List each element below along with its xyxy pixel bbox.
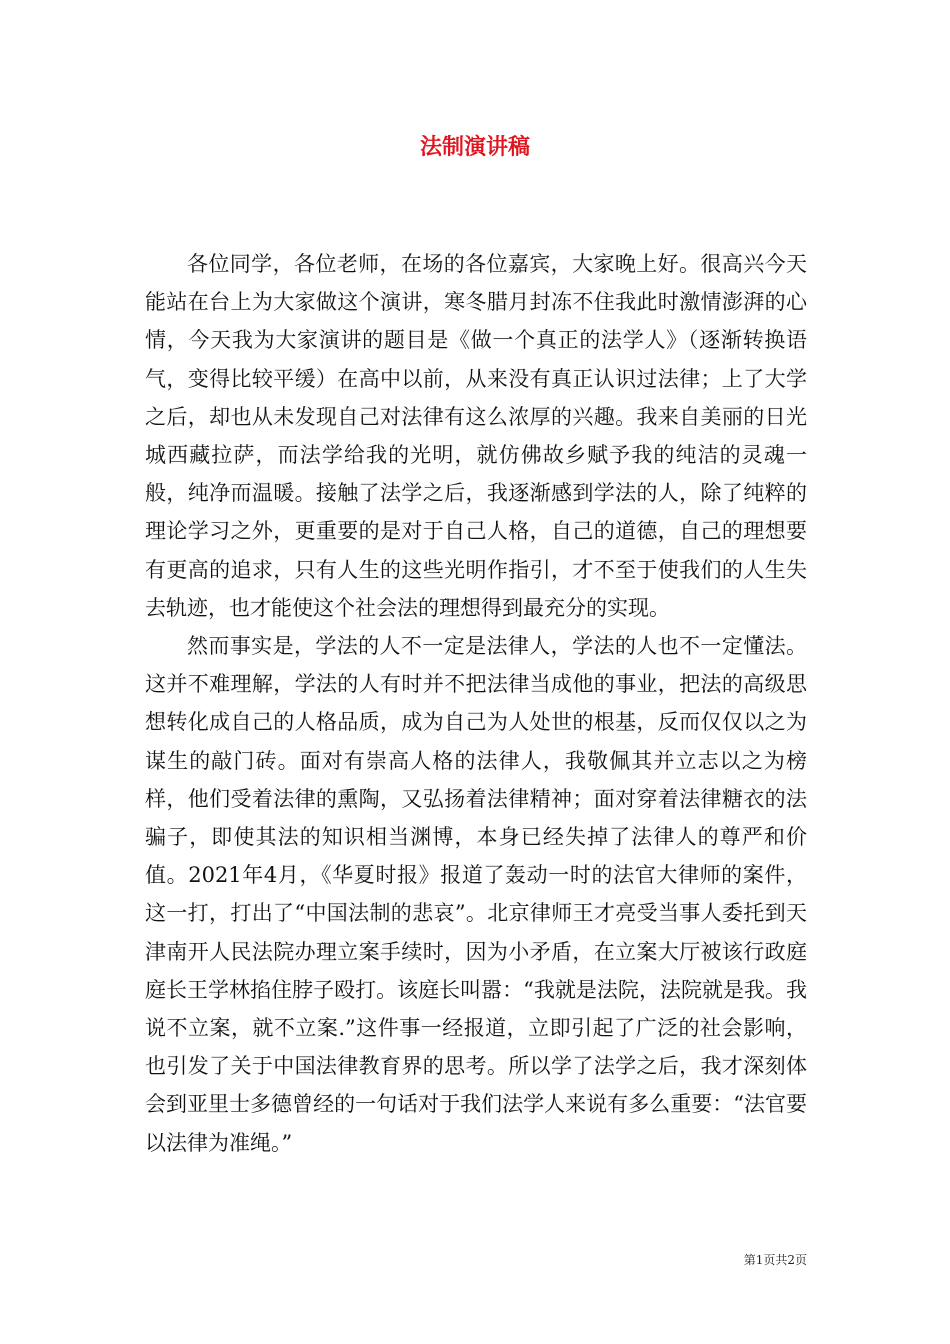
page-number-footer: 第1页共2页 — [743, 1253, 807, 1267]
paragraph-2: 然而事实是，学法的人不一定是法律人，学法的人也不一定懂法。这并不难理解，学法的人有时并不把法律当成他的事业，把法的高级思想转化成自己的人格品质，成为自己为人处世的根基，反而仅仅以之为谋生的敲门砖。面对有崇高人格的法律人，我敬佩其并立志以之为榜样，他们受着法律的熏陶，又弘扬着法律精神；面对穿着法律糖衣的法骗子，即使其法的知识相当渊博，本身已经失掉了法律人的尊严和价值。2021年4月，《华夏时报》报道了轰动一时的法官大律师的案件，这一打，打出了“中国法制的悲哀”。北京律师王才亮受当事人委托到天津南开人民法院办理立案手续时，因为小矛盾，在立案大厅被该行政庭庭长王学林掐住脖子殴打。该庭长叫嚣：“我就是法院，法院就是我。我说不立案，就不立案.”这件事一经报道，立即引起了广泛的社会影响，也引发了关于中国法律教育界的思考。所以学了法学之后，我才深刻体会到亚里士多德曾经的一句话对于我们法学人来说有多么重要：“法官要以法律为准绳。” — [145, 634, 807, 1155]
paragraph-1: 各位同学，各位老师，在场的各位嘉宾，大家晚上好。很高兴今天能站在台上为大家做这个演讲，寒冬腊月封冻不住我此时激情澎湃的心情，今天我为大家演讲的题目是《做一个真正的法学人》（逐渐转换语气，变得比较平缓）在高中以前，从来没有真正认识过法律；上了大学之后，却也从未发现自己对法律有这么浓厚的兴趣。我来自美丽的日光城西藏拉萨，而法学给我的光明，就仿佛故乡赋予我的纯洁的灵魂一般，纯净而温暖。接触了法学之后，我逐渐感到学法的人，除了纯粹的理论学习之外，更重要的是对于自己人格，自己的道德，自己的理想要有更高的追求，只有人生的这些光明作指引，才不至于使我们的人生失去轨迹，也才能使这个社会法的理想得到最充分的实现。 — [145, 252, 807, 620]
page-title: 法制演讲稿 — [419, 135, 530, 160]
document-body — [145, 245, 807, 1162]
